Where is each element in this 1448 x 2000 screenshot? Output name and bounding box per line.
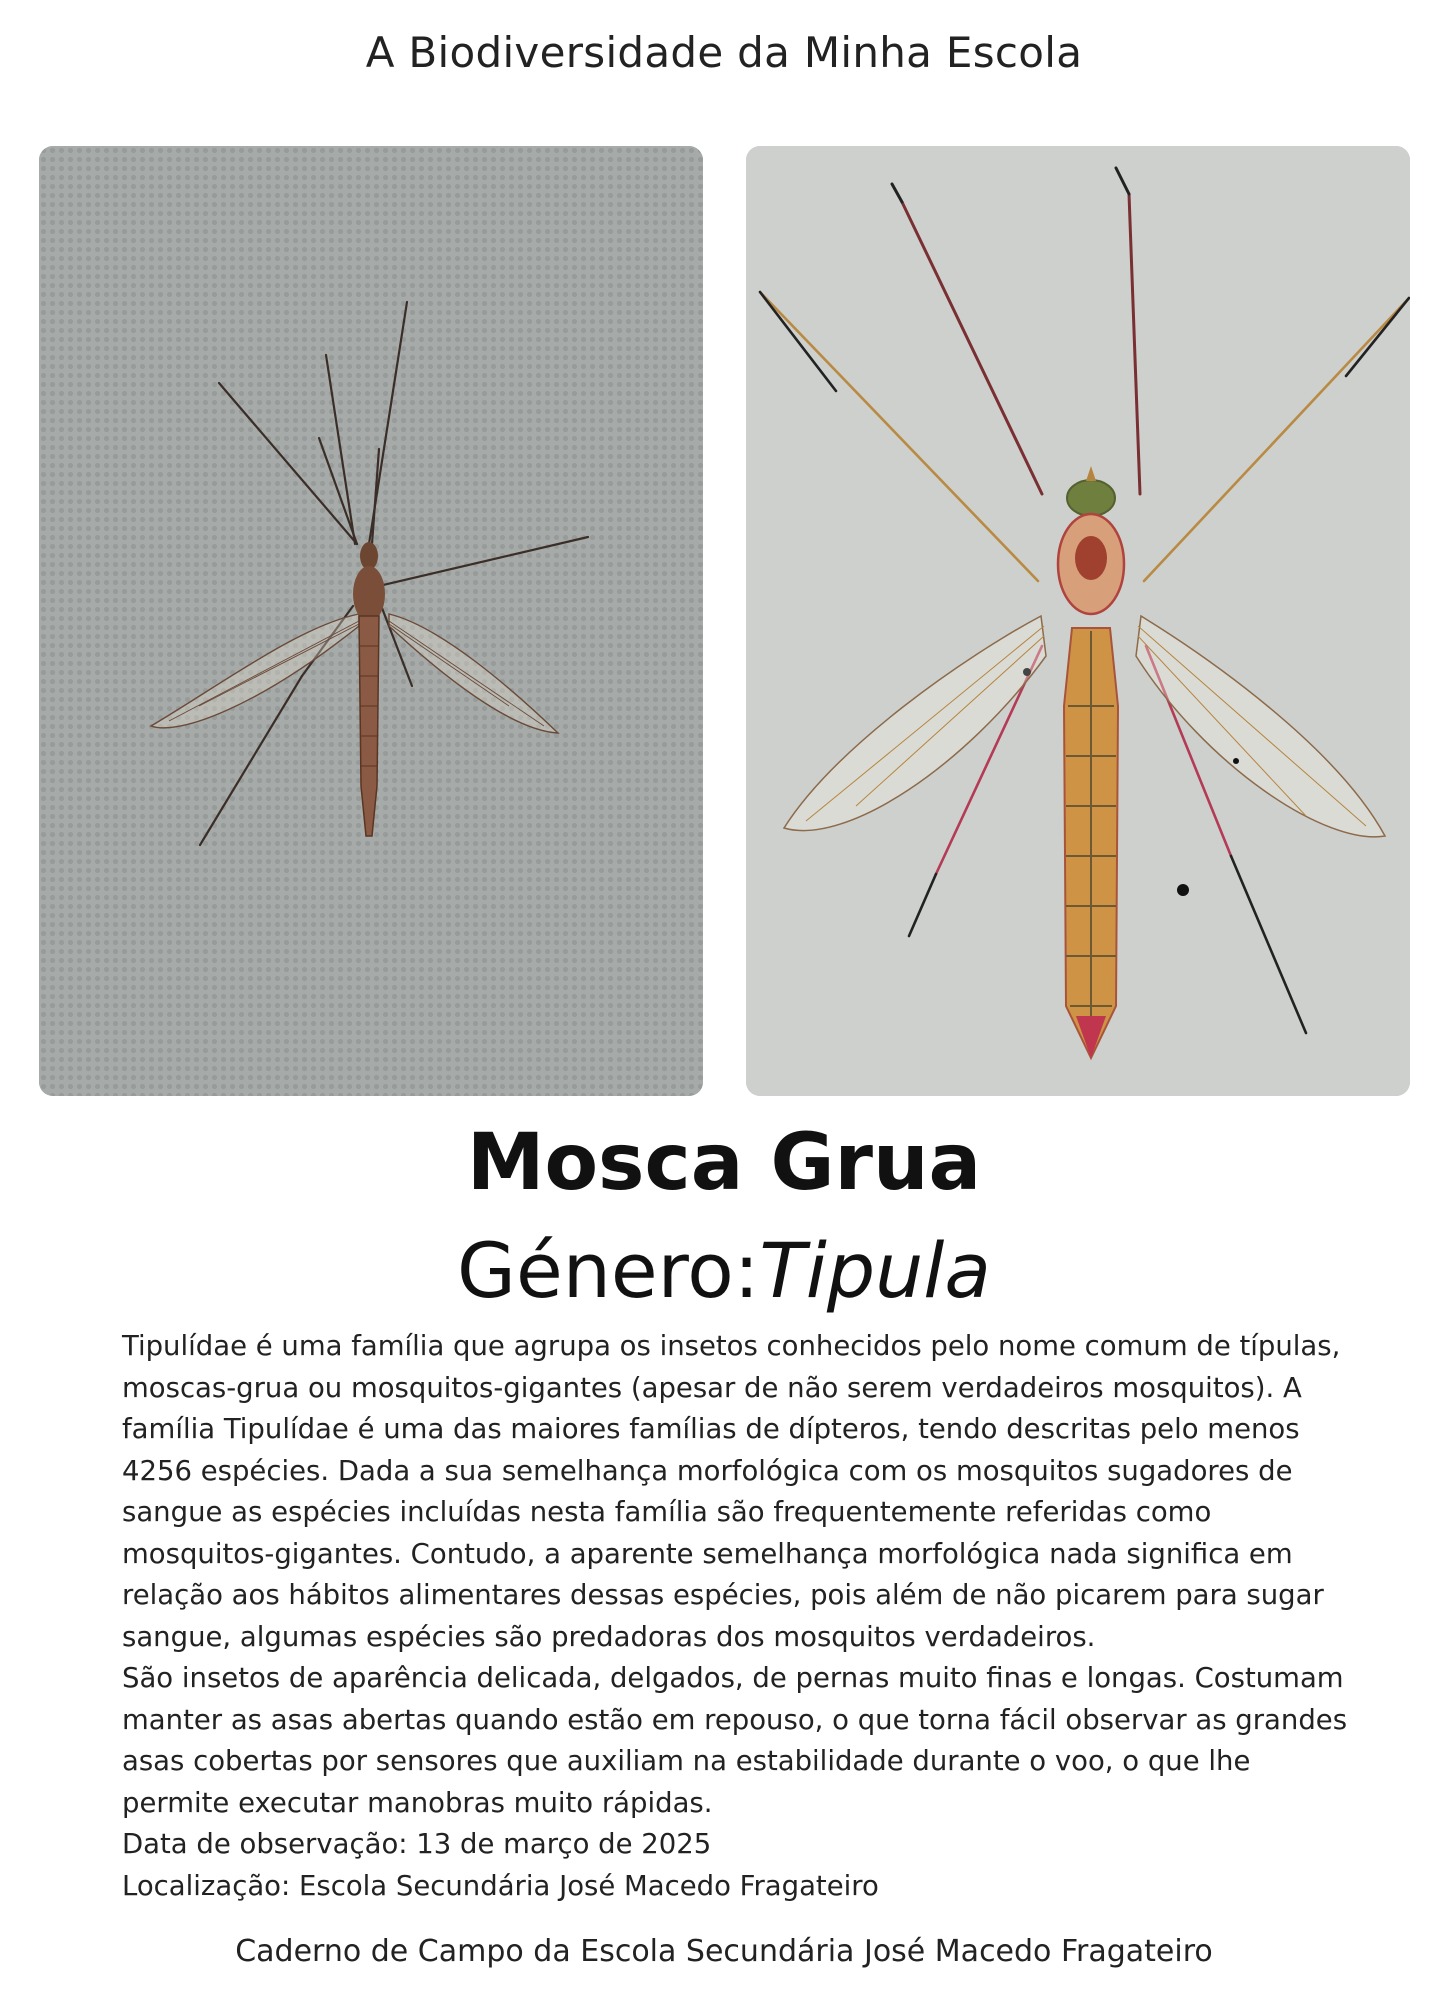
- description-paragraph-2: São insetos de aparência delicada, delgados, de pernas muito finas e longas. Costumam manter as asas abertas quando estão em repouso, o que torna fácil observar as grandes asas cobertas por sensores que auxiliam na estabilidade durante o voo, o que lhe permite executar manobras muito rápidas.: [122, 1662, 1348, 1819]
- species-description: [122, 1326, 1362, 1907]
- description-paragraph-1: Tipulídae é uma família que agrupa os insetos conhecidos pelo nome comum de típulas, moscas-grua ou mosquitos-gigantes (apesar de não serem verdadeiros mosquitos). A família Tipulídae é uma das maiores famílias de dípteros, tendo descritas pelo menos 4256 espécies. Dada a sua semelhança morfológica com os mosquitos sugadores de sangue as espécies incluídas nesta família são frequentemente referidas como mosquitos-gigantes. Contudo, a aparente semelhança morfológica nada significa em relação aos hábitos alimentares dessas espécies, pois além de não picarem para sugar sangue, algumas espécies são predadoras dos mosquitos verdadeiros.: [122, 1330, 1341, 1653]
- page-footer: Caderno de Campo da Escola Secundária José Macedo Fragateiro: [235, 1934, 1213, 1969]
- crane-fly-photo-icon: [39, 146, 703, 1096]
- observation-date: Data de observação: 13 de março de 2025: [122, 1828, 712, 1860]
- species-genus: [0, 1226, 1448, 1315]
- crane-fly-drawing-icon: [746, 146, 1410, 1096]
- crane-fly-photo: [39, 146, 703, 1096]
- genus-label: Género:: [457, 1226, 760, 1315]
- page-title: A Biodiversidade da Minha Escola: [365, 28, 1083, 77]
- observation-location: Localização: Escola Secundária José Macedo Fragateiro: [122, 1869, 879, 1902]
- crane-fly-drawing: [746, 146, 1410, 1096]
- genus-name: Tipula: [759, 1226, 991, 1315]
- species-common-name: Mosca Grua: [466, 1118, 982, 1208]
